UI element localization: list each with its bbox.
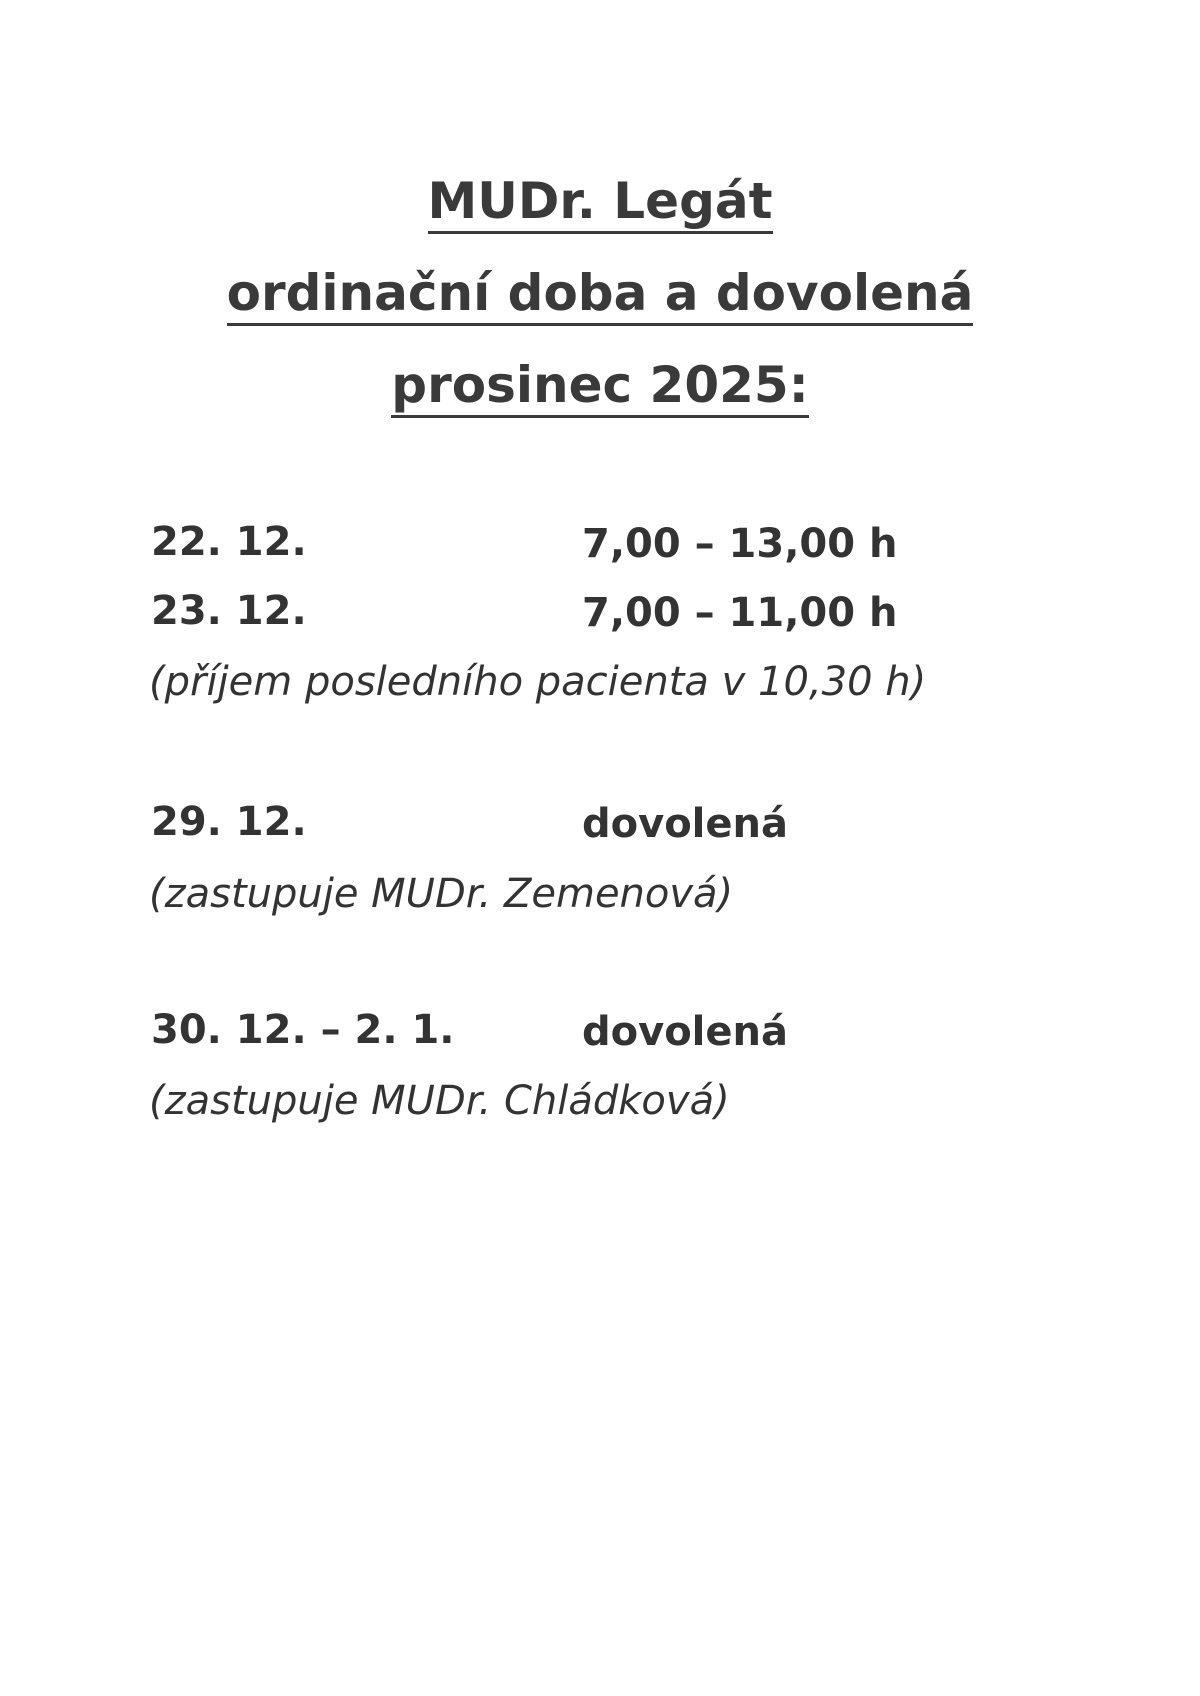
title-line-3: [0, 355, 1200, 418]
entry-1-date: 22. 12.: [151, 519, 307, 565]
title-doctor-name: MUDr. Legát: [428, 173, 773, 234]
title-subject: ordinační doba a dovolená: [227, 265, 974, 326]
title-month: prosinec 2025:: [391, 357, 808, 418]
entry-2-date: 23. 12.: [151, 588, 307, 634]
entry-2-note: (příjem posledního pacienta v 10,30 h): [149, 659, 927, 705]
entry-3-status: dovolená: [582, 801, 788, 847]
entry-4-date: 30. 12. – 2. 1.: [151, 1007, 455, 1053]
entry-2-hours: 7,00 – 11,00 h: [582, 590, 898, 636]
entry-4-note: (zastupuje MUDr. Chládková): [149, 1078, 730, 1124]
entry-3-note: (zastupuje MUDr. Zemenová): [149, 871, 734, 917]
title-line-2: [0, 263, 1200, 326]
entry-1-hours: 7,00 – 13,00 h: [582, 521, 898, 567]
entry-4-status: dovolená: [582, 1009, 788, 1055]
entry-3-date: 29. 12.: [151, 799, 307, 845]
title-line-1: [0, 171, 1200, 234]
